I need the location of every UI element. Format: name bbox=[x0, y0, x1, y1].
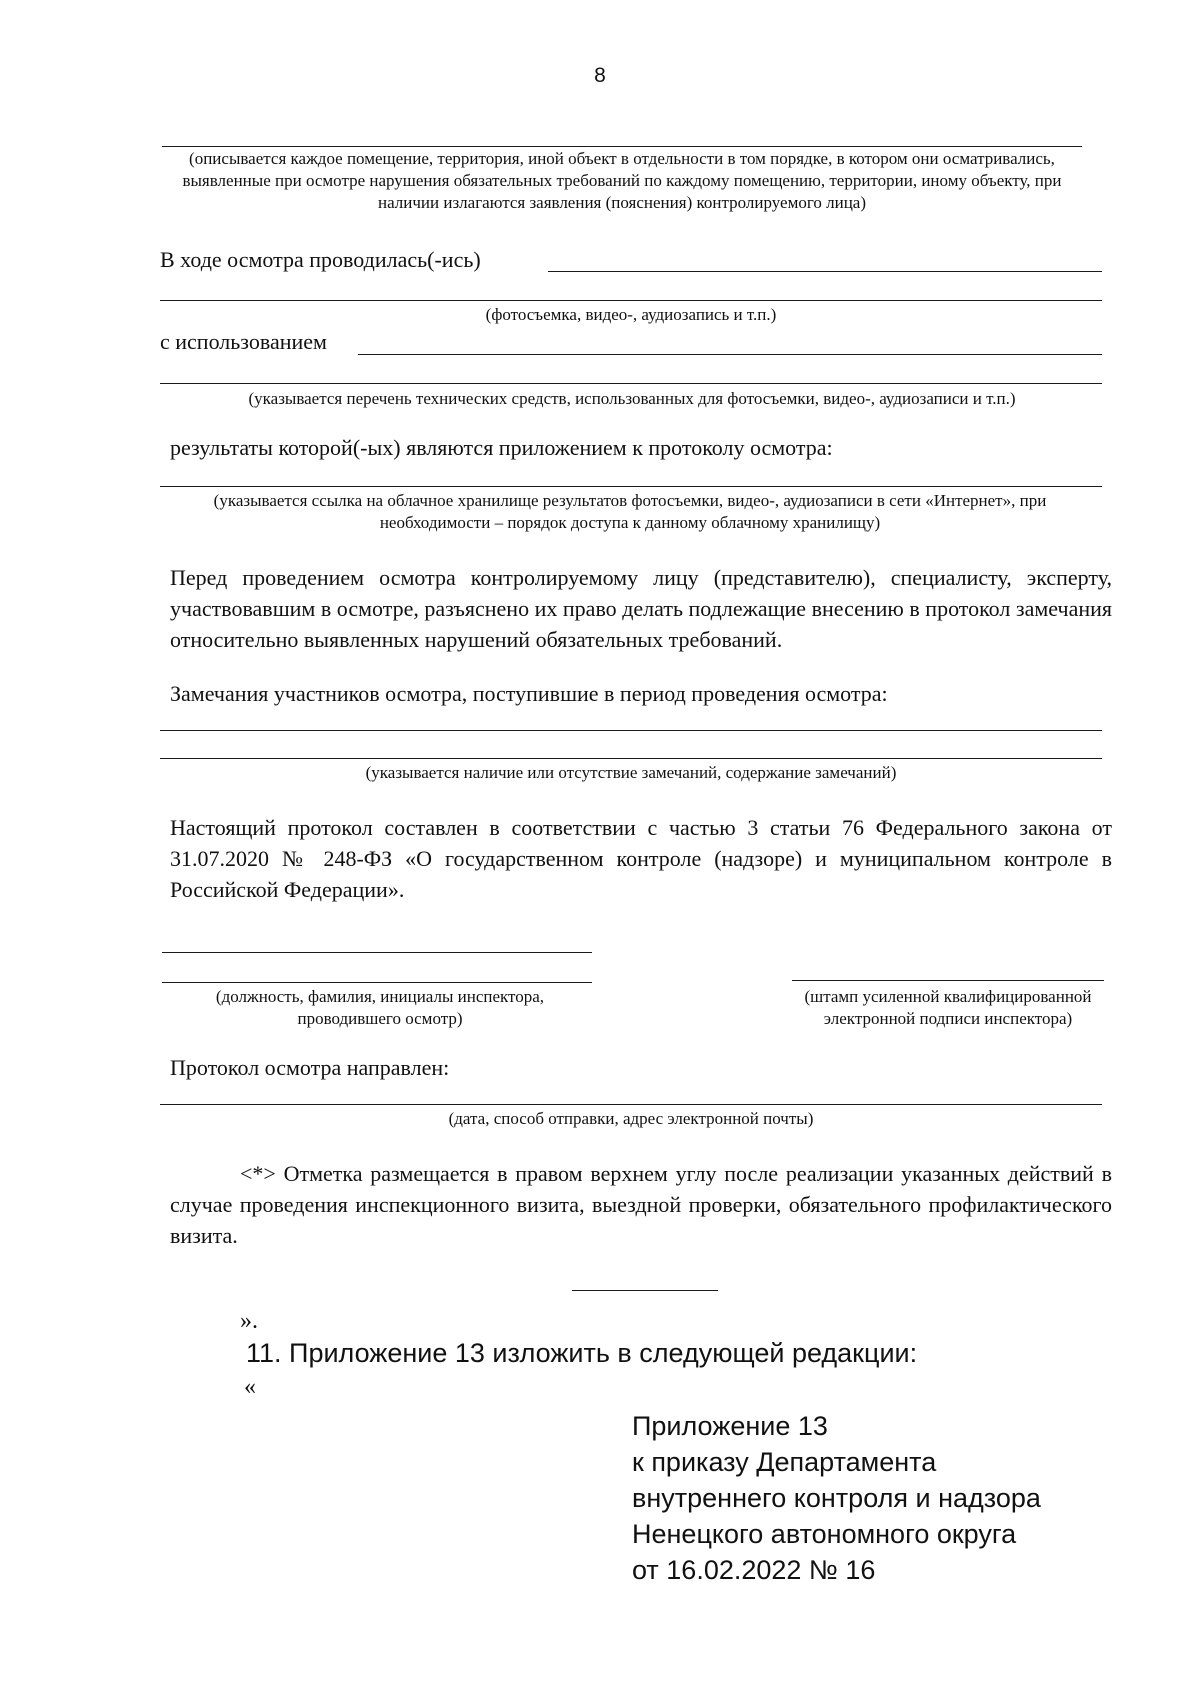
results-caption: (указывается ссылка на облачное хранилище результатов фотосъемки, видео-, аудиозаписи в сети «Интернет», при необходимости – порядок доступа к данному облачному хранилищу) bbox=[213, 491, 1047, 532]
appendix-header bbox=[632, 1408, 1041, 1588]
usage-caption: (указывается перечень технических средств, использованных для фотосъемки, видео-, аудиозаписи и т.п.) bbox=[248, 389, 1016, 408]
closing-quote: ». bbox=[240, 1308, 258, 1334]
inspector-caption: (должность, фамилия, инициалы инспектора, проводившего осмотр) bbox=[215, 987, 545, 1028]
stamp-caption: (штамп усиленной квалифицированной электронной подписи инспектора) bbox=[804, 987, 1092, 1028]
remarks-line-2 bbox=[160, 758, 1102, 759]
description-line bbox=[162, 146, 1082, 147]
sent-caption: (дата, способ отправки, адрес электронной почты) bbox=[448, 1109, 814, 1128]
appendix-line-2: к приказу Департамента bbox=[632, 1447, 937, 1477]
sent-label: Протокол осмотра направлен: bbox=[170, 1055, 450, 1080]
page-number: 8 bbox=[594, 64, 606, 87]
law-paragraph: Настоящий протокол составлен в соответствии с частью 3 статьи 76 Федерального закона от 31.07.2020 № 248-ФЗ «О государственном контроле (надзоре) и муниципальном контроле в Российской Федерации». bbox=[170, 815, 1112, 902]
usage-line bbox=[358, 354, 1102, 355]
opening-quote: « bbox=[244, 1374, 256, 1400]
inspector-signature-line bbox=[162, 952, 592, 953]
results-text: результаты которой(-ых) являются приложением к протоколу осмотра: bbox=[170, 435, 833, 460]
remarks-label: Замечания участников осмотра, поступившие в период проведения осмотра: bbox=[170, 681, 888, 706]
separator-line bbox=[572, 1290, 718, 1291]
results-line bbox=[160, 486, 1102, 487]
remarks-line-1 bbox=[160, 730, 1102, 731]
inspector-caption-line bbox=[162, 982, 592, 983]
footnote: <*> Отметка размещается в правом верхнем углу после реализации указанных действий в случае проведения инспекционного визита, выездной проверки, обязательного профилактического визита. bbox=[170, 1161, 1112, 1248]
recording-caption: (фотосъемка, видео-, аудиозапись и т.п.) bbox=[485, 305, 777, 324]
sent-line bbox=[160, 1104, 1102, 1105]
appendix-line-5: от 16.02.2022 № 16 bbox=[632, 1555, 876, 1585]
recording-line-2 bbox=[160, 300, 1102, 301]
item-11-text: 11. Приложение 13 изложить в следующей редакции: bbox=[246, 1338, 918, 1368]
usage-label: с использованием bbox=[160, 329, 327, 354]
description-caption: (описывается каждое помещение, территория, иной объект в отдельности в том порядке, в котором они осматривались, выявленные при осмотре нарушения обязательных требований по каждому помещению, территории, иному объекту, при наличии излагаются заявления (пояснения) контролируемого лица) bbox=[182, 149, 1062, 212]
usage-line-2 bbox=[160, 383, 1102, 384]
rights-paragraph: Перед проведением осмотра контролируемому лицу (представителю), специалисту, эксперту, участвовавшим в осмотре, разъяснено их право делать подлежащие внесению в протокол замечания относительно выявленных нарушений обязательных требований. bbox=[170, 565, 1112, 652]
recording-line bbox=[548, 271, 1102, 272]
remarks-caption: (указывается наличие или отсутствие замечаний, содержание замечаний) bbox=[365, 763, 897, 782]
recording-label: В ходе осмотра проводилась(-ись) bbox=[160, 247, 481, 272]
stamp-line bbox=[792, 980, 1104, 981]
appendix-line-3: внутреннего контроля и надзора bbox=[632, 1483, 1041, 1513]
appendix-line-4: Ненецкого автономного округа bbox=[632, 1519, 1017, 1549]
appendix-line-1: Приложение 13 bbox=[632, 1411, 828, 1441]
